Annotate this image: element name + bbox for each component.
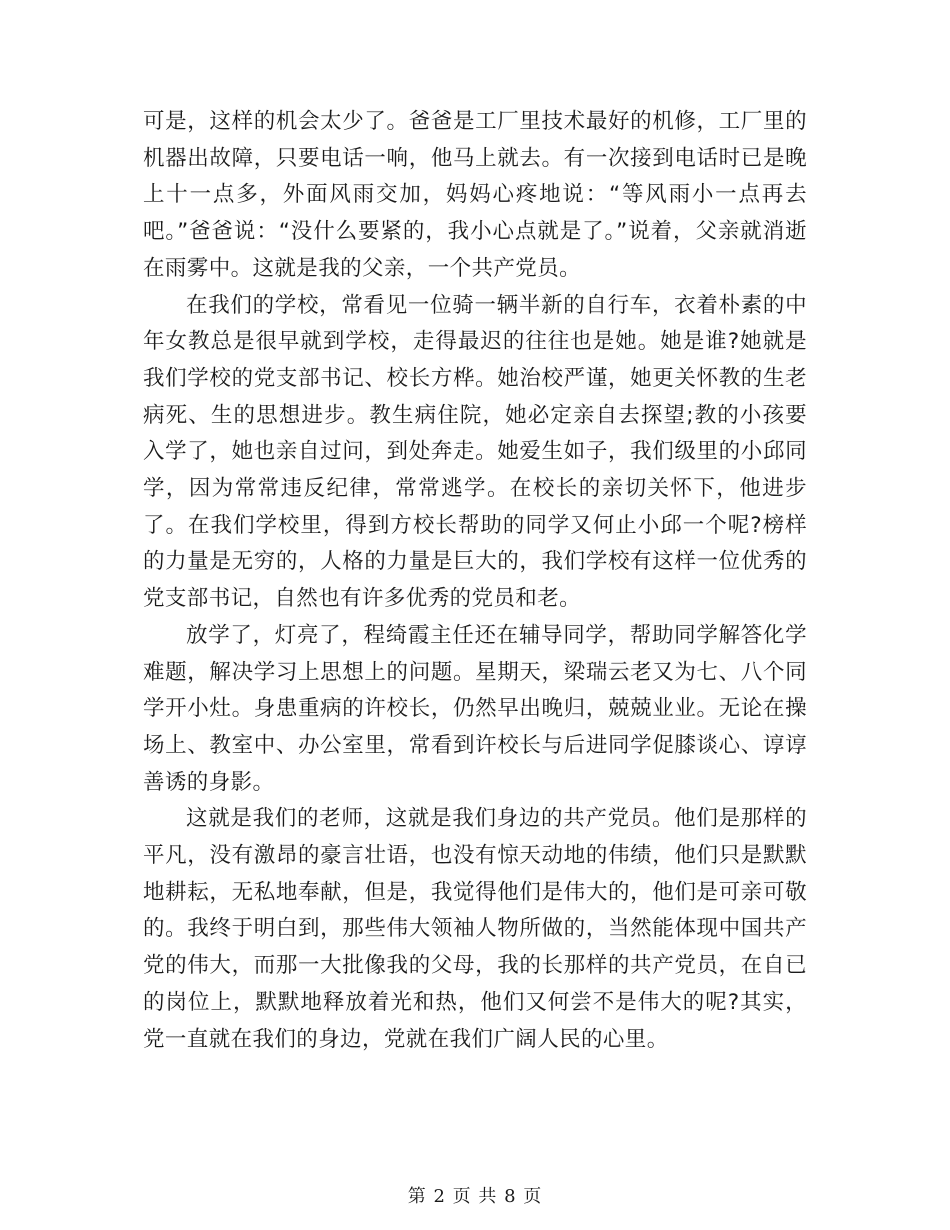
paragraph-2: 在我们的学校，常看见一位骑一辆半新的自行车，衣着朴素的中年女教总是很早就到学校，走得最迟的往往也是她。她是谁?她就是我们学校的党支部书记、校长方桦。她治校严谨，她更关怀教的生老病死、生的思想进步。教生病住院，她必定亲自去探望;教的小孩要入学了，她也亲自过问，到处奔走。她爱生如子，我们级里的小邱同学，因为常常违反纪律，常常逃学。在校长的亲切关怀下，他进步了。在我们学校里，得到方校长帮助的同学又何止小邱一个呢?榜样的力量是无穷的，人格的力量是巨大的，我们学校有这样一位优秀的党支部书记，自然也有许多优秀的党员和老。	[143, 292, 807, 612]
paragraph-3: 放学了，灯亮了，程绮霞主任还在辅导同学，帮助同学解答化学难题，解决学习上思想上的问题。星期天，梁瑞云老又为七、八个同学开小灶。身患重病的许校长，仍然早出晚归，兢兢业业。无论在操场上、教室中、办公室里，常看到许校长与后进同学促膝谈心、谆谆善诱的身影。	[143, 622, 807, 795]
paragraph-1: 可是，这样的机会太少了。爸爸是工厂里技术最好的机修，工厂里的机器出故障，只要电话一响，他马上就去。有一次接到电话时已是晚上十一点多，外面风雨交加，妈妈心疼地说：“等风雨小一点再去吧。”爸爸说：“没什么要紧的，我小心点就是了。”说着，父亲就消逝在雨雾中。这就是我的父亲，一个共产党员。	[143, 109, 807, 281]
page-number-footer: 第 2 页 共 8 页	[407, 1186, 543, 1207]
body-text	[143, 104, 807, 1058]
paragraph-4: 这就是我们的老师，这就是我们身边的共产党员。他们是那样的平凡，没有激昂的豪言壮语，也没有惊天动地的伟绩，他们只是默默地耕耘，无私地奉献，但是，我觉得他们是伟大的，他们是可亲可敬的。我终于明白到，那些伟大领袖人物所做的，当然能体现中国共产党的伟大，而那一大批像我的父母，我的长那样的共产党员，在自已的岗位上，默默地释放着光和热，他们又何尝不是伟大的呢?其实，党一直就在我们的身边，党就在我们广阔人民的心里。	[143, 806, 807, 1052]
